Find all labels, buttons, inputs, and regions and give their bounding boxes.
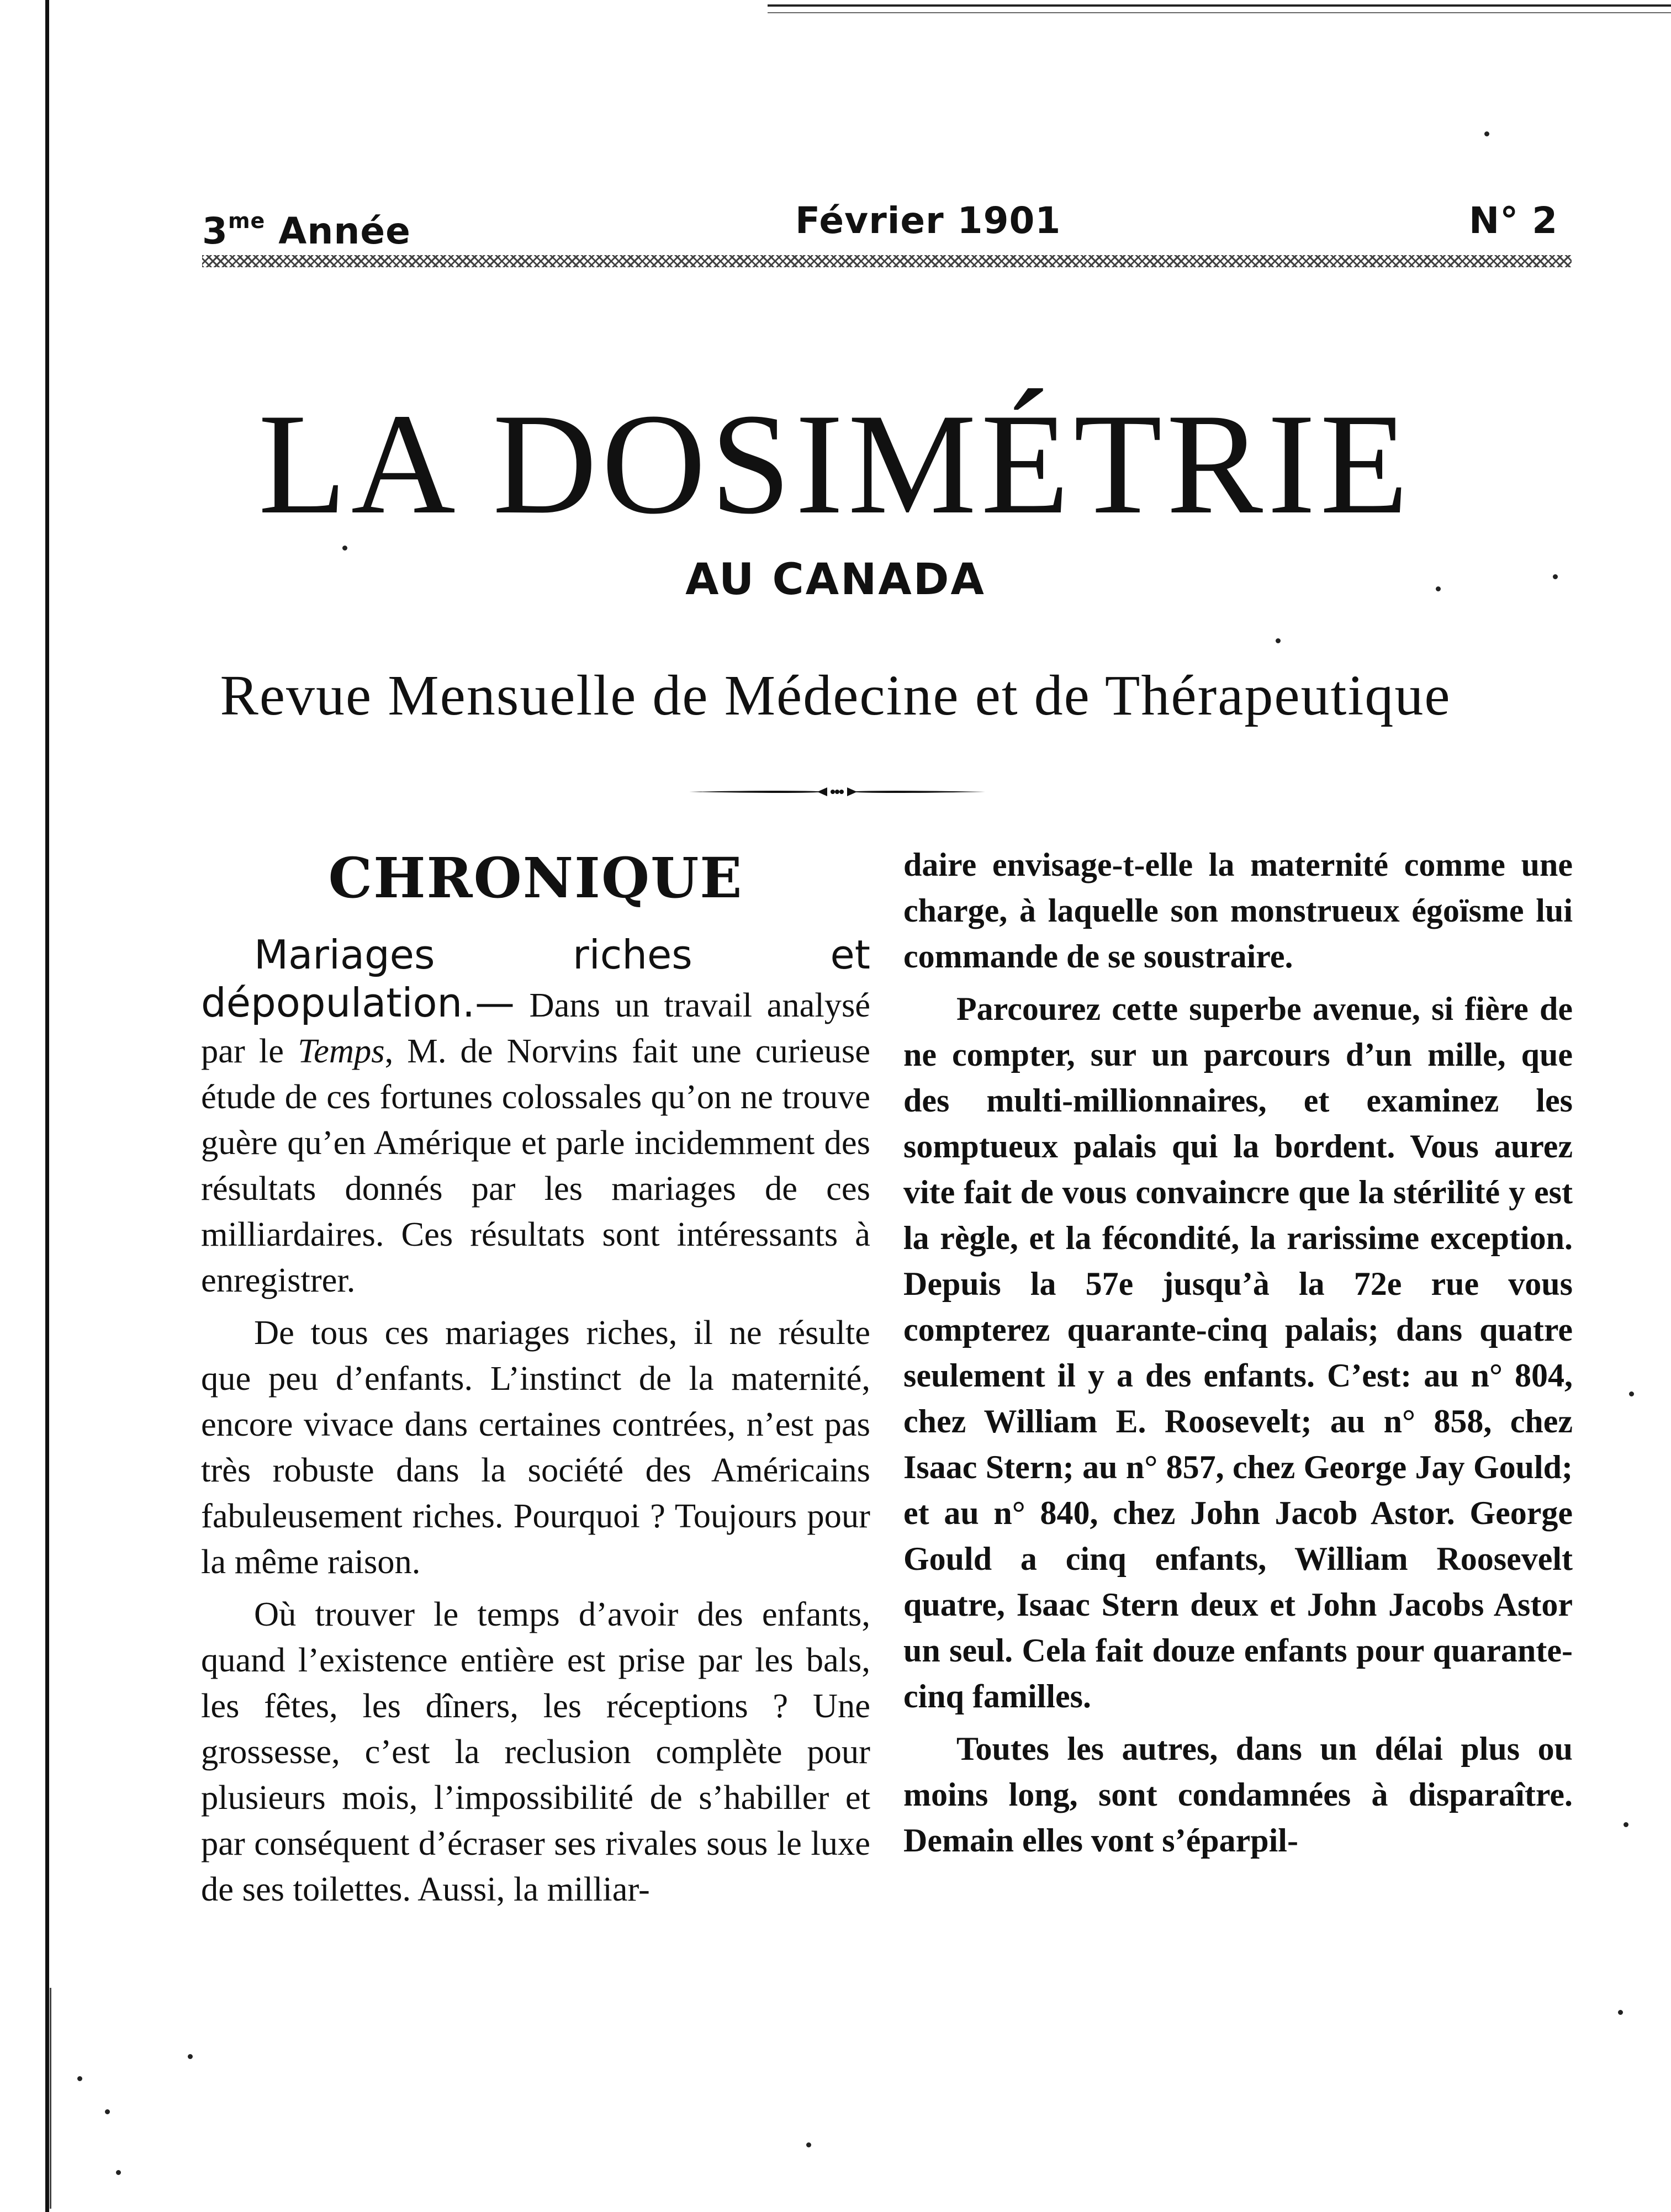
year-number: 3 — [202, 210, 228, 252]
scan-speck — [1629, 1391, 1634, 1396]
scan-speck — [1276, 638, 1281, 643]
article-p1-start: Dans un travail analysé par le — [201, 986, 871, 1070]
issue-number: N° 2 — [1469, 199, 1558, 242]
scan-speck — [1618, 2010, 1623, 2015]
year-word: Année — [278, 210, 411, 252]
article-paragraph-3: Où trouver le temps d’avoir des enfants, quand l’existence entière est prise par les bals, les fêtes, les dîners, les réceptions ? Une grossesse, c’est la reclusion complète pour plusieurs mois, l’impossibilité de s’habiller et par conséquent d’écraser ses rivales sous le luxe de ses toilettes. Aussi, la milliar- — [201, 1595, 870, 1908]
article-paragraph-4: daire envisage-t-elle la maternité comme une charge, à laquelle son monstrueux égoïsme lui commande de se soustraire. — [903, 846, 1573, 975]
year-ordinal: me — [228, 209, 266, 233]
article-lead: Mariages riches et dépopulation.— — [201, 932, 870, 1026]
scan-speck — [806, 2142, 811, 2147]
article-paragraph-1 — [201, 932, 870, 1303]
article-paragraph-6: Toutes les autres, dans un délai plus ou moins long, sont condamnées à disparaître. Demain elles vont s’éparpil- — [903, 1731, 1573, 1859]
scan-speck — [105, 2109, 110, 2114]
header-ornament-rule — [202, 255, 1572, 267]
article-p1-end: , M. de Norvins fait une curieuse étude de ces fortunes colossales qu’on ne trouve guère qu’en Amérique et parle incidemment des résultats donnés par les mariages de ces milliardaires. Ces résultats sont intéressants à enregistrer. — [201, 1031, 870, 1299]
scan-speck — [342, 546, 347, 551]
section-heading: CHRONIQUE — [328, 845, 743, 911]
year-label — [202, 199, 411, 253]
scan-top-rule — [768, 4, 1671, 7]
scan-speck — [1553, 574, 1558, 579]
scan-speck — [1484, 131, 1489, 136]
article-paragraph-2: De tous ces mariages riches, il ne résulte que peu d’enfants. L’instinct de la maternité, encore vivace dans certaines contrées, n’est pas très robuste dans la société des Américains fabuleusement riches. Pourquoi ? Toujours pour la même raison. — [201, 1313, 870, 1581]
scan-speck — [188, 2054, 193, 2059]
article-paragraph-5: Parcourez cette superbe avenue, si fière de ne compter, sur un parcours d’un mille, que des multi-millionnaires, et examinez les somptueux palais qui la bordent. Vous aurez vite fait de vous convaincre que la stérilité y est la règle, et la fécondité, la rarissime exception. Depuis la 57e jusqu’à la 72e rue vous compterez quarante-cinq palais; dans quatre seulement il y a des enfants. C’est: au n° 804, chez William E. Roosevelt; au n° 858, chez Isaac Stern; au n° 857, chez George Jay Gould; et au n° 840, chez John Jacob Astor. George Gould a cinq enfants, William Roosevelt quatre, Isaac Stern deux et John Jacobs Astor un seul. Cela fait douze enfants pour quarante-cinq familles. — [903, 991, 1573, 1714]
scan-speck — [116, 2170, 121, 2175]
journal-tagline: Revue Mensuelle de Médecine et de Thérapeutique — [220, 664, 1451, 727]
article-column-right — [903, 842, 1573, 1864]
journal-subtitle: AU CANADA — [685, 555, 986, 605]
newspaper-name: Temps — [298, 1031, 385, 1070]
scan-margin-rule — [45, 0, 49, 2212]
scan-top-rule-thin — [768, 12, 1671, 13]
article-column-left — [201, 842, 870, 1912]
scan-margin-rule-lower — [50, 1988, 51, 2209]
issue-date: Février 1901 — [795, 199, 1061, 242]
scan-speck — [77, 2076, 82, 2081]
ornamental-divider — [689, 785, 985, 798]
journal-title: LA DOSIMÉTRIE — [258, 384, 1413, 544]
scan-speck — [1436, 586, 1441, 591]
scan-speck — [1624, 1822, 1628, 1827]
